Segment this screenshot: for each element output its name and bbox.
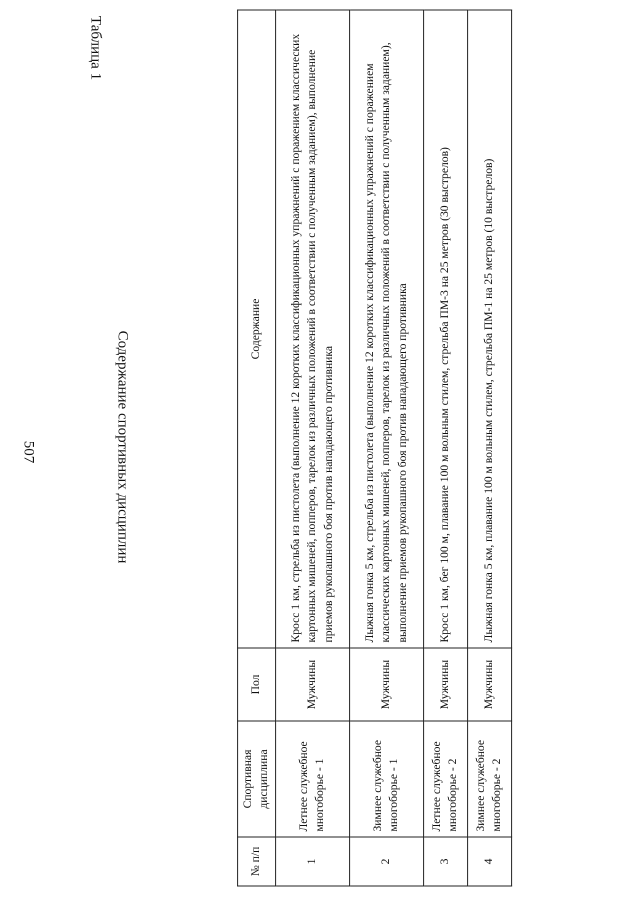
cell-number: 2 [350,837,424,886]
table-label: Таблица 1 [87,15,104,81]
disciplines-table-container [241,10,512,887]
cell-discipline: Летнее служебное многоборье - 2 [424,721,468,837]
disciplines-table [237,10,512,887]
cell-sex: Мужчины [276,648,350,721]
cell-content: Лыжная гонка 5 км, плавание 100 м вольным стилем, стрельба ПМ-1 на 25 метров (10 выстрелов) [468,10,512,648]
cell-number: 4 [468,837,512,886]
table-row [350,10,424,886]
cell-content: Кросс 1 км, бег 100 м, плавание 100 м вольным стилем, стрельба ПМ-3 на 25 метров (30 выстрелов) [424,10,468,648]
header-discipline: Спортивная дисциплина [238,721,276,837]
cell-sex: Мужчины [350,648,424,721]
table-row [276,10,350,886]
document-title: Содержание спортивных дисциплин [114,330,131,564]
page-number: 507 [20,440,37,464]
table-row [424,10,468,886]
cell-discipline: Зимнее служебное многоборье - 1 [350,721,424,837]
cell-sex: Мужчины [468,648,512,721]
header-content: Содержание [238,10,276,648]
cell-sex: Мужчины [424,648,468,721]
cell-discipline: Летнее служебное многоборье - 1 [276,721,350,837]
header-number: № п/п [238,837,276,886]
table-row [468,10,512,886]
cell-number: 1 [276,837,350,886]
cell-number: 3 [424,837,468,886]
cell-content: Лыжная гонка 5 км, стрельба из пистолета (выполнение 12 коротких классификационных упражнений с поражением классических картонных мишеней, попперов, тарелок из различных положений в соответствии с полученным заданием), выполнение приемов рукопашного боя против нападающего противника [350,10,424,648]
header-sex: Пол [238,648,276,721]
table-header-row [238,10,276,886]
cell-discipline: Зимнее служебное многоборье - 2 [468,721,512,837]
cell-content: Кросс 1 км, стрельба из пистолета (выполнение 12 коротких классификационных упражнений с поражением классических картонных мишеней, попперов, тарелок из различных положений в соответствии с полученным заданием), выполнение приемов рукопашного боя против нападающего противника [276,10,350,648]
